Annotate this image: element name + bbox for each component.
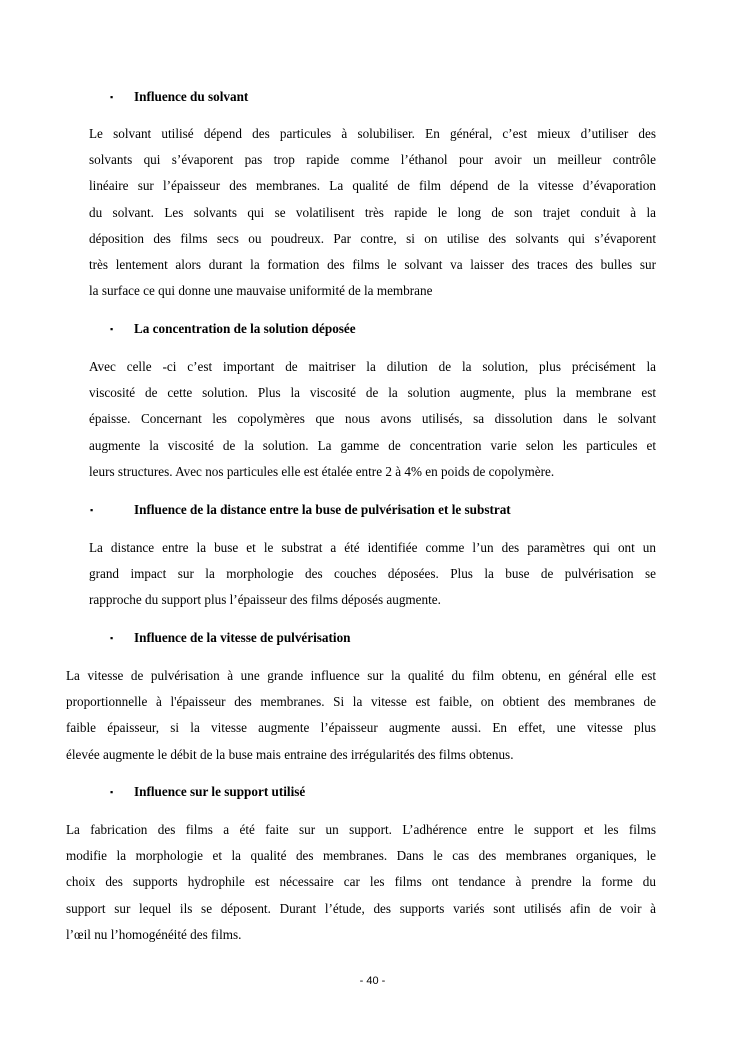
section-heading-support [110,784,306,800]
heading-text: Influence de la distance entre la buse de pulvérisation et le substrat [134,502,511,517]
heading-text: Influence de la vitesse de pulvérisation [134,630,351,645]
bullet-icon: ▪ [110,324,114,334]
text-line: Avec celle -ci c’est important de maitriser la dilution de la solution, plus précisément la [89,359,656,374]
text-line: grand impact sur la morphologie des couches déposées. Plus la buse de pulvérisation se [89,566,656,582]
text-line: viscosité de cette solution. Plus la viscosité de la solution augmente, plus la membrane est [89,385,656,401]
text-line: très lentement alors durant la formation des films le solvant va laisser des traces des bulles sur [89,256,656,272]
section-heading-concentration [110,321,356,337]
heading-text: Influence sur le support utilisé [134,784,306,799]
paragraph-solvent [89,121,656,304]
text-line: épaisse. Concernant les copolymères que nous avons utilisés, sa dissolution dans le solvant [89,411,656,427]
text-line: solvants qui s’évaporent pas trop rapide comme l’éthanol pour avoir un meilleur contrôle [89,152,656,168]
text-line: support sur lequel ils se déposent. Durant l’étude, des supports variés sont utilisés afin de voir à [66,900,656,916]
section-heading-speed [110,630,351,646]
text-line: rapproche du support plus l’épaisseur des films déposés augmente. [89,592,441,608]
bullet-icon: ▪ [110,787,114,797]
paragraph-distance [89,535,656,614]
text-line: déposition des films secs ou poudreux. Par contre, si on utilise des solvants qui s’évaporent [89,230,656,246]
text-line: l’œil nu l’homogénéité des films. [66,926,242,942]
section-heading-solvent [110,89,249,105]
text-line: La fabrication des films a été faite sur un support. L’adhérence entre le support et les films [66,822,656,837]
paragraph-support [66,817,656,948]
text-line: augmente la viscosité de la solution. La gamme de concentration varie selon les particules et [89,437,656,453]
text-line: Le solvant utilisé dépend des particules à solubiliser. En général, c’est mieux d’utiliser des [89,126,656,141]
page-number: - 40 - [359,975,386,987]
text-line: La vitesse de pulvérisation à une grande influence sur la qualité du film obtenu, en général elle est [66,668,656,683]
bullet-icon: ▪ [90,505,94,515]
text-line: élevée augmente le débit de la buse mais entraine des irrégularités des films obtenus. [66,746,514,762]
paragraph-speed [66,663,656,768]
section-heading-distance [90,502,511,518]
text-line: leurs structures. Avec nos particules elle est étalée entre 2 à 4% en poids de copolymère. [89,463,555,479]
heading-text: La concentration de la solution déposée [134,321,356,336]
text-line: modifie la morphologie et la qualité des membranes. Dans le cas des membranes organiques, le [66,848,656,864]
text-line: du solvant. Les solvants qui se volatilisent très rapide le long de son trajet conduit à la [89,204,656,220]
heading-text: Influence du solvant [134,89,249,104]
text-line: La distance entre la buse et le substrat a été identifiée comme l’un des paramètres qui ont un [89,540,656,555]
paragraph-concentration [89,354,656,485]
text-line: la surface ce qui donne une mauvaise uniformité de la membrane [89,283,433,299]
text-line: faible épaisseur, si la vitesse augmente l’épaisseur augmente aussi. En effet, une vitesse plus [66,720,656,736]
text-line: proportionnelle à l'épaisseur des membranes. Si la vitesse est faible, on obtient des membranes de [66,694,656,710]
text-line: linéaire sur l’épaisseur des membranes. La qualité de film dépend de la vitesse d’évaporation [89,178,656,194]
bullet-icon: ▪ [110,92,114,102]
bullet-icon: ▪ [110,633,114,643]
text-line: choix des supports hydrophile est nécessaire car les films ont tendance à prendre la forme du [66,874,656,890]
